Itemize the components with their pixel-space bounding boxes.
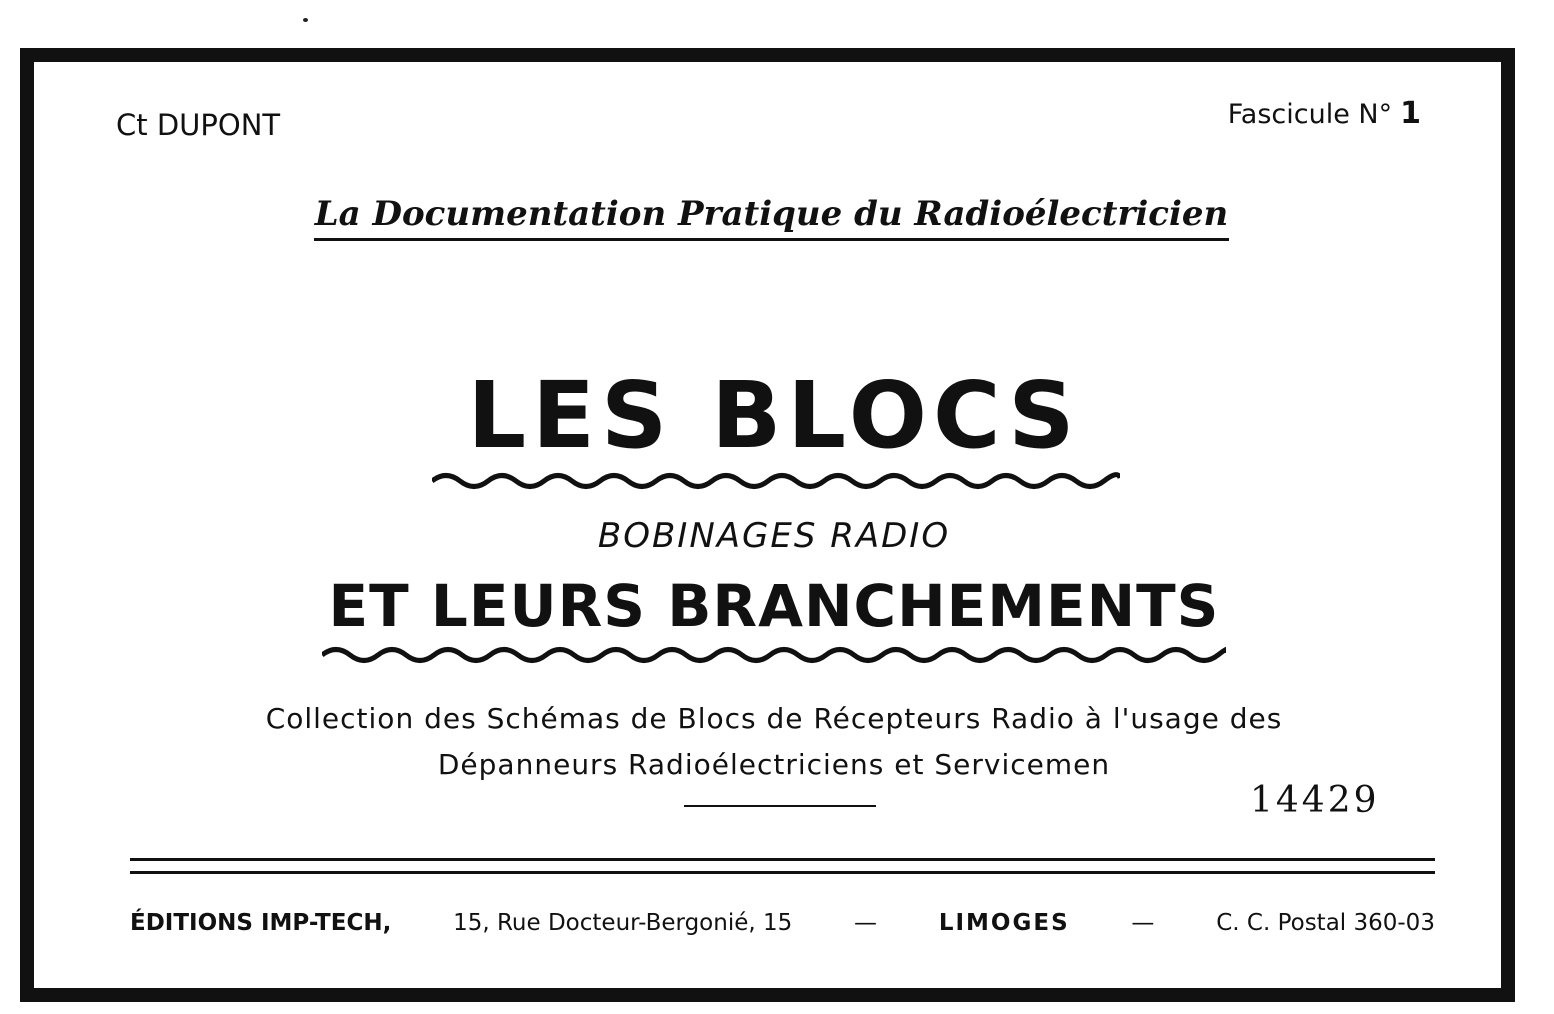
publisher-address: 15, Rue Docteur-Bergonié, 15 [453, 910, 793, 936]
divider [684, 805, 876, 807]
publisher-footer [130, 910, 1435, 936]
description-line-1: Collection des Schémas de Blocs de Récepteurs Radio à l'usage des [265, 702, 1283, 735]
fascicule-label [1228, 96, 1421, 131]
wavy-underline [322, 644, 1226, 666]
main-title: LES BLOCS [467, 362, 1081, 469]
subtitle: BOBINAGES RADIO [597, 516, 951, 556]
footer-dash: — [1131, 910, 1155, 936]
footer-dash: — [854, 910, 878, 936]
description-line-2: Dépanneurs Radioélectriciens et Servicemen [437, 748, 1111, 781]
double-divider [130, 858, 1435, 874]
wavy-underline [432, 470, 1120, 492]
author-name: Ct DUPONT [116, 108, 281, 142]
series-title: La Documentation Pratique du Radioélectricien [314, 194, 1229, 241]
reference-number: 14429 [1250, 780, 1380, 821]
fascicule-text: Fascicule N° [1227, 99, 1393, 130]
second-title: ET LEURS BRANCHEMENTS [328, 572, 1220, 640]
publisher-city: LIMOGES [938, 910, 1070, 936]
postal-account: C. C. Postal 360-03 [1216, 910, 1435, 936]
cover-frame [20, 48, 1515, 1002]
fascicule-number: 1 [1400, 96, 1421, 131]
publisher-name: ÉDITIONS IMP-TECH, [130, 910, 392, 936]
scan-speck [303, 18, 308, 22]
